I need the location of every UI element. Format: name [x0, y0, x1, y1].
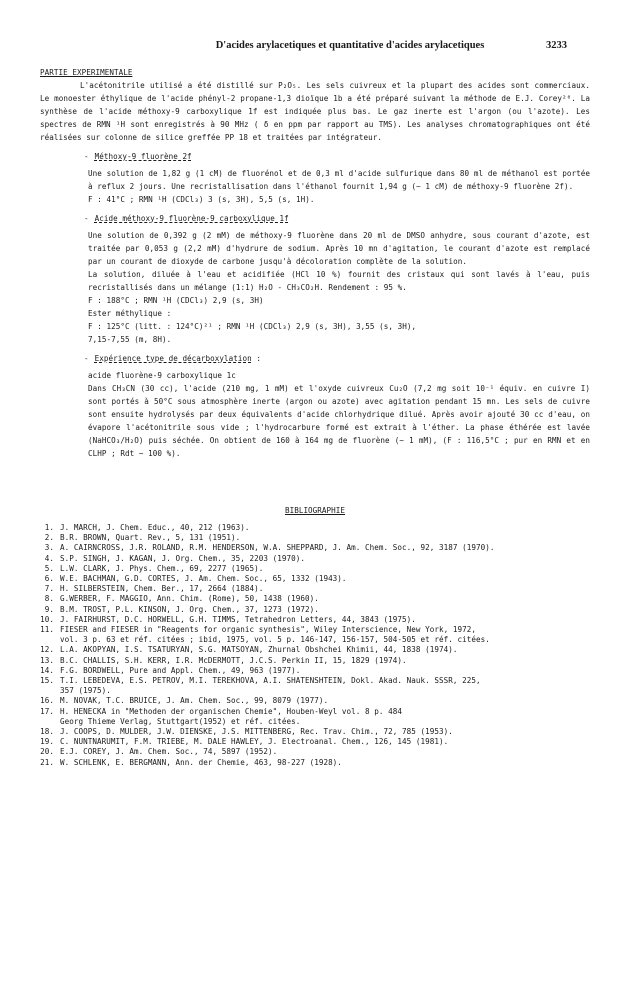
intro-paragraph: L'acétonitrile utilisé a été distillé sur P₂O₅. Les sels cuivreux et la plupart des acides sont commerciaux. Le monoester éthylique de l'acide phényl-2 propane-1,3 dioïque 1b a été préparé suivant la méthode de E.J. Corey²⁰. La synthèse de l'acide méthoxy-9 carboxylique 1f est indiquée plus bas. Le gaz inerte est l'argon (ou l'azote). Les spectres de RMN ¹H sont enregistrés à 90 MHz ( δ en ppm par rapport au TMS). Les analyses chromatographiques ont été réalisées sur colonne de silice greffée PP 18 et traitées par intégrateur. — [40, 81, 590, 142]
reference-number: 12. — [40, 645, 54, 655]
reference-number: 5. — [44, 563, 54, 573]
reference-text: J. MARCH, J. Chem. Educ., 40, 212 (1963). — [60, 523, 250, 532]
reference-item — [40, 554, 590, 564]
reference-text: L.W. CLARK, J. Phys. Chem., 69, 2277 (1965). — [60, 563, 264, 573]
reference-text: F.G. BORDWELL, Pure and Appl. Chem., 49, 963 (1977). — [60, 665, 301, 675]
reference-item — [40, 523, 590, 533]
reference-number: 11. — [40, 625, 54, 635]
reference-number: 10. — [40, 614, 54, 624]
subsection-title: Méthoxy-9 fluorène 2f — [94, 152, 192, 161]
reference-item — [40, 615, 590, 625]
reference-item — [40, 758, 590, 768]
reference-text: T.I. LEBEDEVA, E.S. PETROV, M.I. TEREKHOVA, A.I. SHATENSHTEIN, Dokl. Akad. Nauk. SSSR, 225, — [60, 676, 481, 686]
reference-item — [40, 727, 590, 737]
reference-item — [40, 737, 590, 747]
reference-item — [40, 625, 590, 645]
reference-number: 4. — [44, 553, 54, 563]
article-body — [40, 66, 590, 768]
reference-text: G.WERBER, F. MAGGIO, Ann. Chim. (Rome), 50, 1438 (1960). — [60, 594, 319, 604]
reference-number: 19. — [40, 737, 54, 747]
reference-list — [40, 523, 590, 768]
subsection-carboxylic-acid — [84, 212, 590, 225]
reference-number: 18. — [40, 727, 54, 737]
reference-number: 21. — [40, 757, 54, 767]
page-number: 3233 — [546, 40, 567, 51]
reference-item — [40, 666, 590, 676]
reference-item — [40, 676, 590, 696]
reference-number: 8. — [44, 594, 54, 604]
reference-text: H. HENECKA in "Methoden der organischen Chemie", Houben-Weyl vol. 8 p. 484 — [60, 706, 403, 716]
bullet-dash: - — [84, 214, 89, 223]
reference-text: W.E. BACHMAN, G.D. CORTES, J. Am. Chem. Soc., 65, 1332 (1943). — [60, 574, 347, 584]
reference-number: 15. — [40, 676, 54, 686]
subsection-title: Expérience type de décarboxylation — [94, 354, 252, 363]
section-heading: PARTIE EXPERIMENTALE — [40, 68, 133, 77]
reference-item — [40, 656, 590, 666]
reference-text: J. FAIRHURST, D.C. HORWELL, G.H. TIMMS, Tetrahedron Letters, 44, 3843 (1975). — [60, 614, 416, 624]
reference-text: M. NOVAK, T.C. BRUICE, J. Am. Chem. Soc., 99, 8079 (1977). — [60, 696, 329, 706]
reference-item — [40, 584, 590, 594]
subsection-title: Acide méthoxy-9 fluorène-9 carboxylique 1f — [94, 214, 289, 223]
reference-text-continued: vol. 3 p. 63 et réf. citées ; ibid, 1975, vol. 5 p. 146-147, 156-157, 504-505 et réf. citées. — [60, 635, 490, 645]
reference-item — [40, 533, 590, 543]
procedure-paragraph: Dans CH₃CN (30 cc), l'acide (210 mg, 1 mM) et l'oxyde cuivreux Cu₂O (7,2 mg soit 10⁻¹ équiv. en cuivre I) sont portés à 50°C sous atmosphère inerte (argon ou azote) avec agitation pendant 15 mn. Les sels de cuivre sont ensuite hydrolysés par deux équivalents d'acide chlorhydrique dilué. Après avoir ajouté 30 cc d'eau, on évapore l'acétonitrile sous vide ; l'hydrocarbure formé est extrait à l'éther. La phase éthérée est lavée (NaHCO₃/H₂O) puis séchée. On obtient de 160 à 164 mg de fluorène (~ 1 mM), (F : 116,5°C ; pur en RMN et en CLHP ; Rdt ~ 100 %). — [88, 384, 590, 458]
reference-text-continued: 357 (1975). — [60, 686, 111, 696]
reference-number: 20. — [40, 747, 54, 757]
reference-number: 3. — [44, 543, 54, 553]
reference-number: 7. — [44, 584, 54, 594]
substrate-line: acide fluorène-9 carboxylique 1c — [88, 371, 236, 380]
reference-number: 9. — [44, 604, 54, 614]
reference-number: 16. — [40, 696, 54, 706]
reference-text: A. CAIRNCROSS, J.R. ROLAND, R.M. HENDERSON, W.A. SHEPPARD, J. Am. Chem. Soc., 92, 3187 (1970). — [60, 543, 495, 553]
reference-number: 14. — [40, 665, 54, 675]
reference-item — [40, 707, 590, 727]
bibliography-title: BIBLIOGRAPHIE — [284, 506, 346, 515]
reference-number: 6. — [44, 574, 54, 584]
ester-label: Ester méthylique : — [88, 309, 172, 318]
reference-text: L.A. AKOPYAN, I.S. TSATURYAN, S.G. MATSOYAN, Zhurnal Obshchei Khimii, 44, 1838 (1974). — [60, 645, 458, 655]
reference-text: B.R. BROWN, Quart. Rev., 5, 131 (1951). — [60, 533, 241, 543]
procedure-paragraph: Une solution de 1,82 g (1 cM) de fluorénol et de 0,3 ml d'acide sulfurique dans 80 ml de méthanol est portée à reflux 2 jours. Une recristallisation dans l'éthanol fournit 1,94 g (~ 1 cM) de méthoxy-9 fluorène 2f). — [88, 169, 590, 191]
bullet-dash: - — [84, 152, 89, 161]
reference-item — [40, 564, 590, 574]
reference-text: S.P. SINGH, J. KAGAN, J. Org. Chem., 35, 2203 (1970). — [60, 553, 305, 563]
reference-text: J. COOPS, D. MULDER, J.W. DIENSKE, J.S. MITTENBERG, Rec. Trav. Chim., 72, 785 (1953). — [60, 727, 453, 737]
analysis-line-continued: 7,15-7,55 (m, 8H). — [88, 335, 172, 344]
subsection-methoxy-fluorene — [84, 150, 590, 163]
reference-text: B.M. TROST, P.L. KINSON, J. Org. Chem., 37, 1273 (1972). — [60, 604, 319, 614]
reference-text: H. SILBERSTEIN, Chem. Ber., 17, 2664 (1884). — [60, 584, 264, 594]
running-title: D'acides arylacetiques et quantitative d'acides arylacetiques — [215, 40, 485, 51]
analysis-line: F : 188°C ; RMN ¹H (CDCl₃) 2,9 (s, 3H) — [88, 296, 264, 305]
analysis-line: F : 41°C ; RMN ¹H (CDCl₃) 3 (s, 3H), 5,5 (s, 1H). — [88, 195, 315, 204]
reference-item — [40, 747, 590, 757]
reference-item — [40, 645, 590, 655]
subsection-title-suffix: : — [251, 354, 262, 363]
analysis-line: F : 125°C (litt. : 124°C)²¹ ; RMN ¹H (CDCl₃) 2,9 (s, 3H), 3,55 (s, 3H), — [88, 322, 417, 331]
subsection-decarboxylation — [84, 352, 590, 365]
reference-number: 1. — [44, 523, 54, 532]
reference-text-continued: Georg Thieme Verlag, Stuttgart(1952) et réf. citées. — [60, 716, 301, 726]
reference-number: 2. — [44, 533, 54, 543]
subsection-body — [88, 229, 590, 346]
reference-text: W. SCHLENK, E. BERGMANN, Ann. der Chemie, 463, 98-227 (1928). — [60, 757, 342, 767]
reference-item — [40, 574, 590, 584]
reference-item — [40, 594, 590, 604]
subsection-body — [88, 369, 590, 460]
bullet-dash: - — [84, 354, 89, 363]
reference-text: E.J. COREY, J. Am. Chem. Soc., 74, 5897 (1952). — [60, 747, 278, 757]
reference-text: FIESER and FIESER in "Reagents for organic synthesis", Wiley Interscience, New York, 1972, — [60, 625, 476, 635]
procedure-paragraph: Une solution de 0,392 g (2 mM) de méthoxy-9 fluorène dans 20 ml de DMSO anhydre, sous courant d'azote, est traitée par 0,053 g (2,2 mM) d'hydrure de sodium. Après 10 mn d'agitation, le courant d'azote est remplacé par un courant de dioxyde de carbone jusqu'à décoloration complète de la solution. — [88, 231, 590, 266]
reference-text: B.C. CHALLIS, S.H. KERR, I.R. McDERMOTT, J.C.S. Perkin II, 15, 1829 (1974). — [60, 655, 407, 665]
procedure-paragraph: La solution, diluée à l'eau et acidifiée (HCl 10 %) fournit des cristaux qui sont lavés à l'eau, puis recristallisés dans un mélange (1:1) H₂O - CH₃CO₂H. Rendement : 95 %. — [88, 270, 590, 292]
reference-item — [40, 696, 590, 706]
reference-number: 17. — [40, 706, 54, 716]
reference-text: C. NUNTNARUMIT, F.M. TRIEBE, M. DALE HAWLEY, J. Electroanal. Chem., 126, 145 (1981). — [60, 737, 449, 747]
reference-item — [40, 605, 590, 615]
reference-number: 13. — [40, 655, 54, 665]
reference-item — [40, 543, 590, 553]
subsection-body — [88, 167, 590, 206]
